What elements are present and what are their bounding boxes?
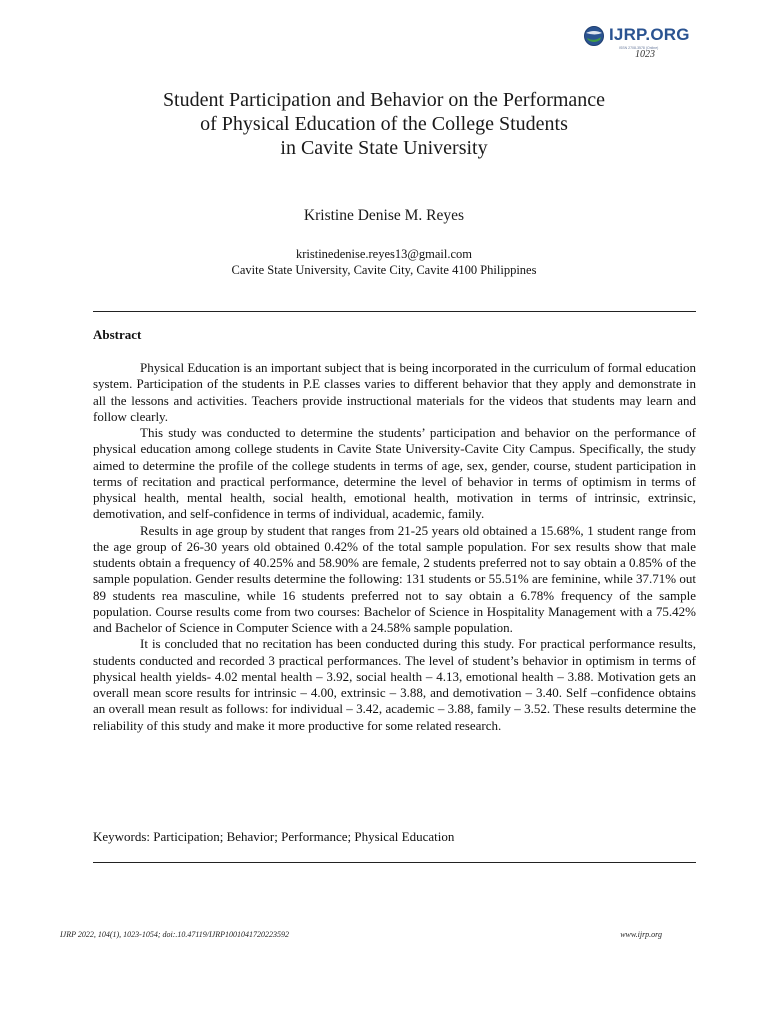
footer-citation: IJRP 2022, 104(1), 1023-1054; doi:.10.47119/IJRP1001041720223592 — [60, 930, 290, 939]
title-line: Student Participation and Behavior on the Performance — [162, 89, 606, 111]
abstract-paragraph: It is concluded that no recitation has been conducted during this study. For practical performance results, students conducted and recorded 3 practical performances. The level of student’s behavior in optimism in terms of physical health yields- 4.02 mental health – 3.92, social health – 4.13, emotional health – 3.88. Motivation gets an overall mean score results for intrinsic – 4.00, extrinsic – 3.88, and demotivation – 3.40. Self –confidence obtains an overall mean result as follows: for individual – 3.42, academic – 3.88, family – 3.52. These results determine the reliability of this study and make it more productive for some related research. — [93, 636, 696, 733]
top-divider — [93, 311, 696, 312]
logo-text: IJRP.ORG — [609, 25, 690, 44]
title-line: in Cavite State University — [280, 137, 488, 159]
page-number: 1023 — [635, 49, 655, 60]
title-line: of Physical Education of the College Students — [200, 113, 568, 135]
paper-title — [84, 88, 684, 160]
globe-icon — [583, 25, 605, 47]
footer-website[interactable]: www.ijrp.org — [620, 930, 662, 939]
author-email[interactable]: kristinedenise.reyes13@gmail.com — [295, 247, 473, 261]
keywords: Keywords: Participation; Behavior; Performance; Physical Education — [93, 829, 455, 844]
abstract-heading: Abstract — [93, 327, 142, 342]
abstract-paragraph: Physical Education is an important subject that is being incorporated in the curriculum of formal education system. Participation of the students in P.E classes varies to different behavior that they apply and demonstrate in all the lessons and activities. Teachers provide instructional materials for the videos that students may learn and follow clearly. — [93, 360, 696, 424]
author-affiliation-block — [84, 247, 684, 278]
abstract-body — [93, 360, 696, 734]
bottom-divider — [93, 862, 696, 863]
logo-tagline: ISSN 2708-3578 (Online) — [619, 46, 659, 50]
abstract-paragraph: This study was conducted to determine the students’ participation and behavior on the performance of physical education among college students in Cavite State University-Cavite City Campus. Specifically, the study aimed to determine the profile of the college students in terms of age, sex, gender, course, student participation in terms of recitation and practical performance, determine the level of behavior in terms of optimism in terms of physical health, mental health, social health, emotional health, motivation in terms of intrinsic, extrinsic, demotivation, and self-confidence in terms of individual, academic, family. — [93, 425, 696, 522]
author-affiliation: Cavite State University, Cavite City, Cavite 4100 Philippines — [231, 262, 537, 277]
author-name: Kristine Denise M. Reyes — [303, 207, 465, 224]
abstract-paragraph: Results in age group by student that ranges from 21-25 years old obtained a 15.68%, 1 student range from the age group of 26-30 years old obtained 0.42% of the total sample population. For sex results show that male students obtain a frequency of 40.25% and 58.90% are female, 2 students preferred not to say obtain a 0.85% of the sample population. Gender results determine the following: 131 students or 55.51% are feminine, while 37.71% out 89 students rea masculine, while 16 students preferred not to say obtain a 6.78% frequency of the sample population. Course results come from two courses: Bachelor of Science in Hospitality Management with a 75.42% and Bachelor of Science in Computer Science with a 24.58% sample population. — [93, 522, 696, 635]
